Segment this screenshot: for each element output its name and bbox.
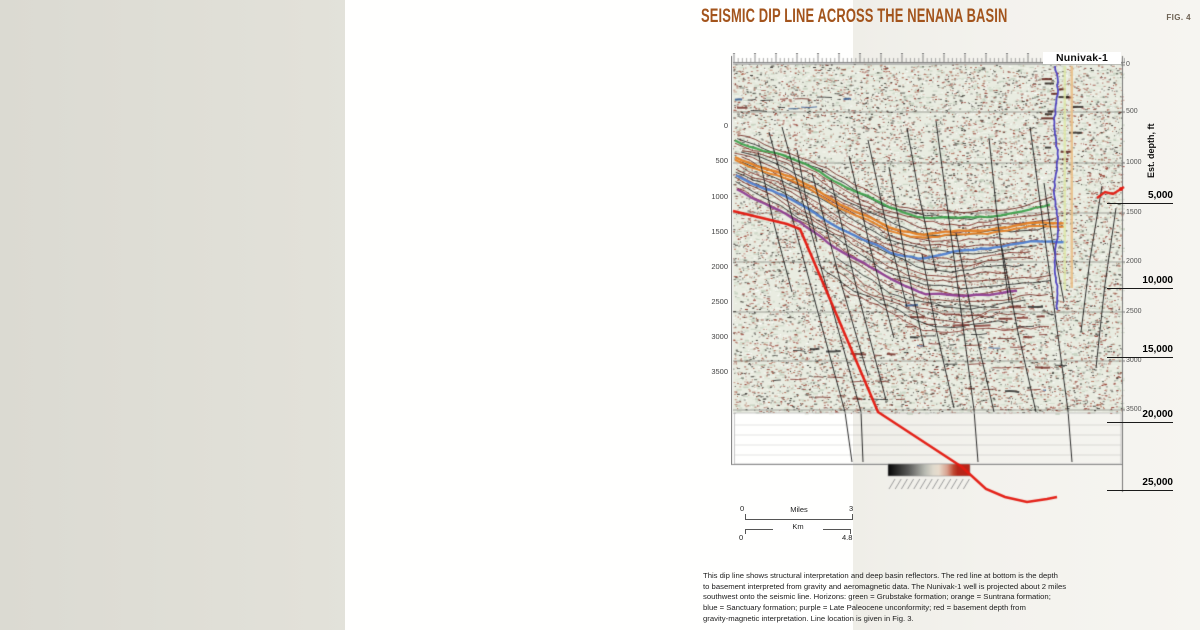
figure-number: FIG. 4	[1166, 13, 1191, 22]
right-time-tick: 1000	[1126, 159, 1142, 166]
depth-tick-label: 15,000	[1142, 344, 1173, 355]
depth-axis-title: Est. depth, ft	[1146, 123, 1156, 179]
scalebar-km-max: 4.8	[842, 533, 853, 542]
figure-caption	[703, 571, 1133, 625]
right-time-tick: 2000	[1126, 258, 1142, 265]
well-label: Nunivak-1	[1043, 52, 1121, 64]
scalebar-km-tick-left	[745, 529, 746, 534]
depth-tick-line	[1107, 203, 1173, 204]
scalebar-miles-min: 0	[740, 504, 745, 513]
left-time-tick: 500	[715, 156, 728, 165]
left-time-tick: 2000	[711, 262, 728, 271]
caption-line: southwest onto the seismic line. Horizons: green = Grubstake formation; orange = Suntrana formation;	[703, 592, 1051, 602]
scalebar-miles-tick-right	[852, 514, 853, 519]
scalebar-km-min: 0	[739, 533, 744, 542]
scalebar-km-label: Km	[773, 522, 823, 531]
figure-card	[345, 0, 1191, 630]
scalebar-miles-max: 3	[849, 504, 854, 513]
right-time-tick: 500	[1126, 108, 1138, 115]
scalebar-miles-label: Miles	[790, 505, 808, 514]
caption-line: This dip line shows structural interpretation and deep basin reflectors. The red line at bottom is the depth	[703, 571, 1058, 580]
right-time-tick: 0	[1126, 61, 1130, 68]
depth-tick-label: 5,000	[1147, 190, 1173, 201]
left-time-tick: 3500	[711, 367, 728, 376]
depth-tick-label: 25,000	[1142, 477, 1173, 488]
right-time-tick: 3000	[1126, 357, 1142, 364]
depth-tick-label: 20,000	[1142, 409, 1173, 420]
left-time-tick: 1500	[711, 227, 728, 236]
left-time-tick: 2500	[711, 297, 728, 306]
depth-tick-line	[1107, 422, 1173, 423]
left-time-tick: 1000	[711, 192, 728, 201]
scalebar-miles-bar	[745, 519, 853, 520]
depth-tick-label: 10,000	[1142, 275, 1173, 286]
caption-line: gravity-magnetic interpretation. Line location is given in Fig. 3.	[703, 613, 914, 623]
depth-tick-line	[1107, 357, 1173, 358]
depth-tick-line	[1107, 288, 1173, 289]
scalebar-miles-tick-left	[745, 514, 746, 519]
left-time-tick: 3000	[711, 332, 728, 341]
right-time-tick: 3500	[1126, 406, 1142, 413]
right-time-tick: 1500	[1126, 209, 1142, 216]
caption-line: blue = Sanctuary formation; purple = Late Paleocene unconformity; red = basement depth from	[703, 603, 1026, 613]
right-time-tick: 2500	[1126, 308, 1142, 315]
left-time-tick: 0	[723, 121, 728, 130]
depth-tick-line	[1107, 490, 1173, 491]
caption-line: to basement interpreted from gravity and aeromagnetic data. The Nunivak-1 well is projected about 2 miles	[703, 581, 1067, 591]
seismic-section-canvas	[731, 53, 1125, 505]
figure-title: SEISMIC DIP LINE ACROSS THE NENANA BASIN	[701, 6, 1008, 27]
